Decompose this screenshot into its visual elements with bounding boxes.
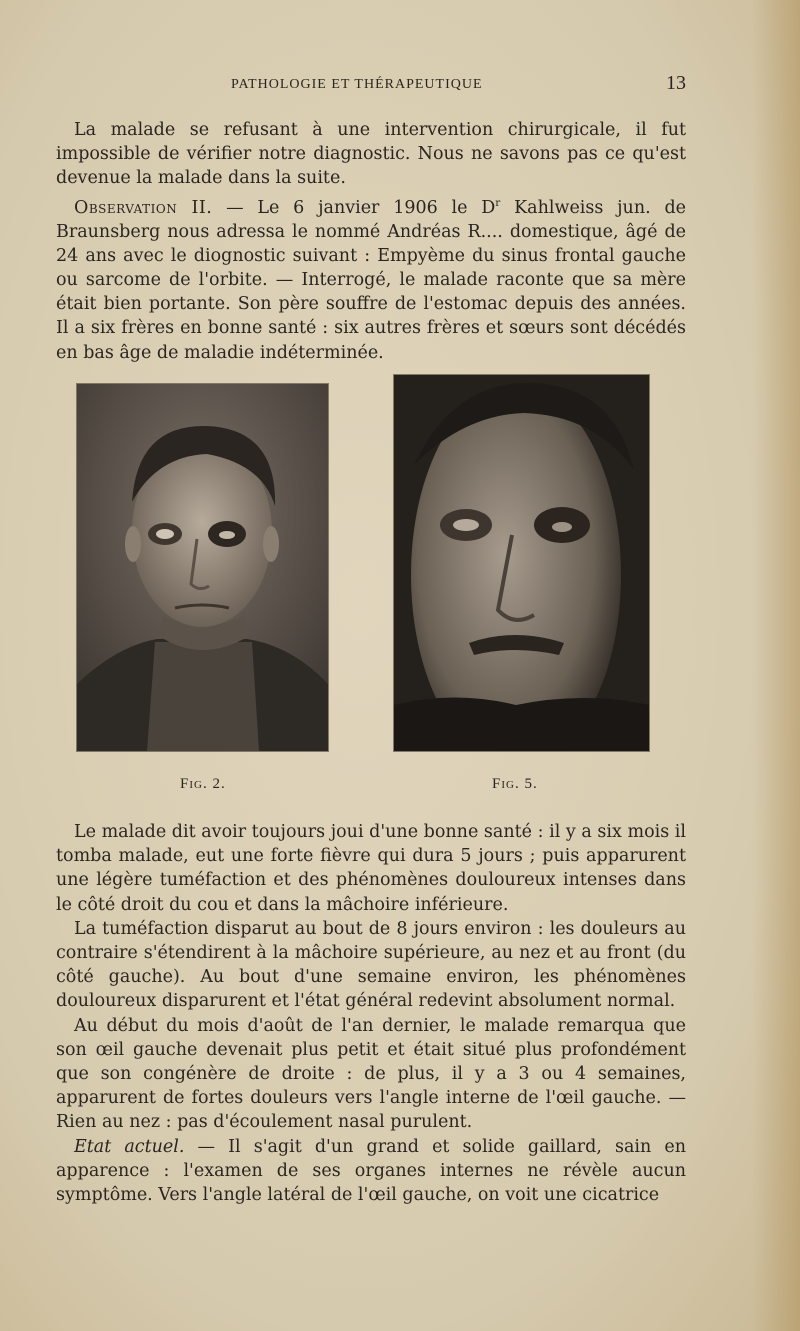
observation-text-start: — Le 6 janvier 1906 le D [212, 197, 496, 218]
running-title: PATHOLOGIE ET THÉRAPEUTIQUE [231, 77, 483, 92]
figure-5-photo [394, 375, 649, 751]
observation-label: Observation II. [74, 197, 213, 218]
etat-actuel-label: Etat actuel. [74, 1136, 185, 1157]
figure-2-caption: Fig. 2. [180, 776, 226, 792]
observation-paragraph [56, 191, 686, 365]
running-head [56, 74, 686, 102]
intro-paragraph: La malade se refusant à une intervention chirurgicale, il fut impossible de vérifier notre diagnostic. Nous ne savons pas ce qu'est devenue la malade dans la suite. [56, 120, 686, 189]
paragraph-swelling: La tuméfaction disparut au bout de 8 jours environ : les douleurs au contraire s'étendirent à la mâchoire supérieure, au nez et au front (du côté gauche). Au bout d'une semaine environ, les phénomènes douloureux disparurent et l'état général redevint absolument normal. [56, 918, 686, 1012]
observation-text-rest: Kahlweiss jun. de Braunsberg nous adressa le nommé Andréas R.... domestique, âgé de 24 ans avec le diognostic suivant : Empyème du sinus frontal gauche ou sarcome de l'orbite. — Interrogé, le malade raconte que sa mère était bien portante. Son père souffre de l'estomac depuis des années. Il a six frères en bonne santé : six autres frères et sœurs sont décédés en bas âge de maladie indéterminée. [56, 197, 686, 363]
paragraph-eye: Au début du mois d'août de l'an dernier, le malade remarqua que son œil gauche devenait plus petit et était situé plus profondément que son congénère de droite : de plus, il y a 3 ou 4 semaines, apparurent de fortes douleurs vers l'angle interne de l'œil gauche. — Rien au nez : pas d'écoulement nasal purulent. [56, 1015, 686, 1133]
paragraph-history: Le malade dit avoir toujours joui d'une bonne santé : il y a six mois il tomba malade, eut une forte fièvre qui dura 5 jours ; puis apparurent une légère tuméfaction et des phénomènes douloureux intenses dans le côté droit du cou et dans la mâchoire inférieure. [56, 822, 686, 915]
etat-actuel-text: — Il s'agit d'un grand et solide gaillard, sain en apparence : l'examen de ses organes internes ne révèle aucun symptôme. Vers l'angle latéral de l'œil gauche, on voit une cicatrice [56, 1136, 687, 1206]
figure-5-caption: Fig. 5. [492, 776, 538, 792]
portrait-photo-icon [77, 384, 328, 751]
doctor-abbrev-sup: r [495, 196, 501, 209]
bottom-text-block [56, 820, 686, 1207]
top-text-block [56, 118, 686, 365]
face-photo-icon [394, 375, 649, 751]
page-number: 13 [666, 72, 686, 94]
paragraph-etat-actuel [56, 1135, 686, 1208]
figure-2-photo [77, 384, 328, 751]
